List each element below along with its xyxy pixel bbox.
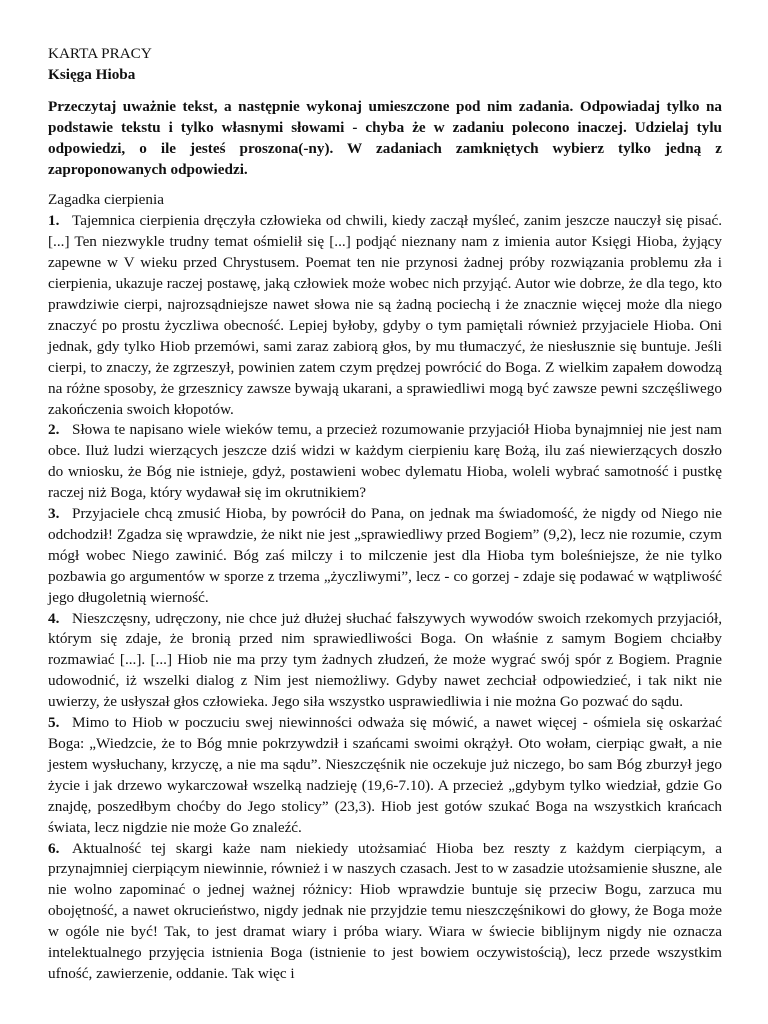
paragraph-number: 5.: [48, 714, 60, 732]
paragraph-6: [48, 839, 722, 985]
paragraph-number: 6.: [48, 839, 60, 857]
worksheet-subtitle: Księga Hioba: [48, 65, 136, 83]
paragraph-5: [48, 713, 722, 838]
paragraph-text: Mimo to Hiob w poczuciu swej niewinności odważa się mówić, a nawet więcej - ośmiela się oskarżać Boga: „Wiedzcie, że to Bóg mnie pokrzywdził i szańcami swoimi okrążył. Oto wołam, cierpiąc gwałt, a nie jestem wysłuchany, krzyczę, a nie ma sądu”. Nieszczęśnik nie oczekuje już niczego, bo sam Bóg zburzył jego życie i jak drzewo wykarczował wszelką nadzieję (19,6-7.10). A przecież „gdybym tylko wiedział, gdzie Go znajdę, poszedłbym choćby do Jego stolicy” (23,3). Hiob jest gotów szukać Boga na wszystkich krańcach świata, lecz nigdzie nie może Go znaleźć.: [48, 714, 722, 836]
paragraph-text: Nieszczęsny, udręczony, nie chce już dłużej słuchać fałszywych wywodów swoich rzekomych przyjaciół, którym się zdaje, że bronią przed nim sprawiedliwości Boga. On właśnie z samym Bogiem chciałby rozmawiać [...]. [...] Hiob nie ma przy tym żadnych złudzeń, że może wygrać swój spór z Bogiem. Pragnie udowodnić, iż wszelki dialog z Nim jest niemożliwy. Gdyby nawet zechciał odpowiedzieć, i tak nikt nie uwierzy, że usłyszał głos człowieka. Jego siła wszystko usprawiedliwia i nie można Go pozwać do sądu.: [48, 609, 722, 711]
paragraph-3: [48, 504, 722, 609]
paragraph-text: Tajemnica cierpienia dręczyła człowieka od chwili, kiedy zaczął myśleć, zanim jeszcze nauczył się pisać. [...] Ten niezwykle trudny temat ośmielił się [...] podjąć nieznany nam z imienia autor Księgi Hioba, żyjący zapewne w V wieku przed Chrystusem. Poemat ten nie przynosi żadnej próby rozwiązania problemu zła i cierpienia, ukazuje raczej postawę, jaką człowiek może wobec nich przyjąć. Autor wie dobrze, że dla tego, kto prawdziwie cierpi, najrozsądniejsze nawet słowa nie są żadną pociechą i że znacznie więcej może dla niego znaczyć po prostu życzliwa obecność. Lepiej byłoby, gdyby o tym pamiętali również przyjaciele Hioba. Oni jednak, gdy tylko Hiob przemówi, sami zaraz zabiorą głos, by mu tłumaczyć, że niesłusznie się buntuje. Jeśli cierpi, to znaczy, że zgrzeszył, powinien zatem czym prędzej powrócić do Boga. Z wielkim zapałem dowodzą na różne sposoby, że grzesznicy zawsze bywają ukarani, a sprawiedliwi mogą być zawsze pewni szczęśliwego zakończenia swoich kłopotów.: [48, 212, 722, 418]
paragraph-4: [48, 609, 722, 714]
paragraph-1: [48, 211, 722, 420]
paragraph-text: Aktualność tej skargi każe nam niekiedy utożsamiać Hioba bez reszty z każdym cierpiącym, a przynajmniej cierpiącym niewinnie, również i w naszych czasach. Jest to w zasadzie utożsamienie słuszne, ale nie wolno zapominać o jednej ważnej różnicy: Hiob wprawdzie buntuje się przeciw Bogu, zarzuca mu obojętność, a nawet okrucieństwo, nigdy jednak nie przyjdzie temu nieszczęśnikowi do głowy, że Boga może w ogóle nie być! Tak, to jest dramat wiary i próba wiary. Wiara w świecie biblijnym nigdy nie oznacza intelektualnego przyjęcia istnienia Boga (istnienie to jest bowiem oczywistością), lecz przede wszystkim ufność, zawierzenie, oddanie. Tak więc i: [48, 839, 722, 982]
paragraph-text: Słowa te napisano wiele wieków temu, a przecież rozumowanie przyjaciół Hioba bynajmniej nie jest nam obce. Iluż ludzi wierzących jeszcze dziś widzi w każdym cierpieniu karę Bożą, ilu zaś niewierzących doszło do wniosku, że Bóg nie istnieje, gdyż, postawieni wobec dylematu Hioba, woleli wybrać samotność i pustkę raczej niż Boga, który wydawał się im okrutnikiem?: [48, 421, 722, 502]
section-title: Zagadka cierpienia: [48, 191, 164, 209]
paragraph-number: 2.: [48, 421, 60, 439]
paragraph-2: [48, 420, 722, 504]
paragraph-number: 1.: [48, 212, 60, 230]
worksheet-page: [48, 44, 722, 985]
paragraph-number: 4.: [48, 609, 60, 627]
worksheet-title: KARTA PRACY: [48, 45, 152, 62]
paragraph-number: 3.: [48, 505, 60, 523]
instructions-text: Przeczytaj uważnie tekst, a następnie wykonaj umieszczone pod nim zadania. Odpowiadaj tylko na podstawie tekstu i tylko własnymi słowami - chyba że w zadaniu polecono inaczej. Udzielaj tylu odpowiedzi, o ile jesteś proszona(-ny). W zadaniach zamkniętych wybierz tylko jedną z zaproponowanych odpowiedzi.: [48, 97, 722, 178]
paragraph-text: Przyjaciele chcą zmusić Hioba, by powrócił do Pana, on jednak ma świadomość, że nigdy od Niego nie odchodził! Zgadza się wprawdzie, że nikt nie jest „sprawiedliwy przed Bogiem” (9,2), lecz nie rozumie, czym mógł wobec Niego zawinić. Bóg zaś milczy i to milczenie jest dla Hioba tym boleśniejsze, że nie tylko pozbawia go argumentów w sporze z trzema „życzliwymi”, lecz - co gorzej - zdaje się podawać w wątpliwość jego długoletnią wierność.: [48, 505, 722, 606]
